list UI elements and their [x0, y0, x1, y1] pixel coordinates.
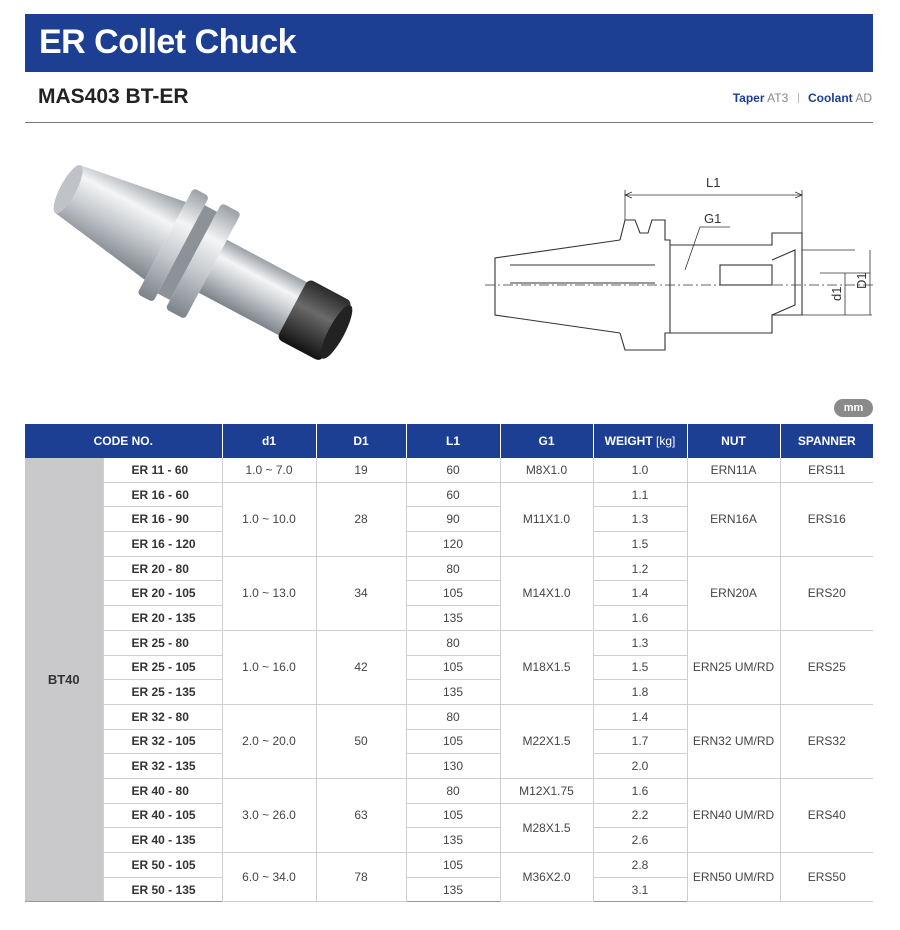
table-row: [25, 853, 873, 878]
weight-cell: 1.4: [593, 704, 687, 729]
code-cell: ER 20 - 135: [103, 606, 222, 631]
L1-cell: 80: [406, 704, 500, 729]
code-cell: ER 16 - 90: [103, 507, 222, 532]
d1-cell: 1.0 ~ 13.0: [222, 556, 316, 630]
col-header-L1: L1: [406, 424, 500, 458]
weight-cell: 2.0: [593, 754, 687, 779]
table-row: [25, 704, 873, 729]
product-subtitle: MAS403 BT-ER: [38, 85, 189, 108]
col-header-nut: NUT: [687, 424, 780, 458]
nut-cell: ERN40 UM/RD: [687, 778, 780, 852]
col-header-code: CODE NO.: [25, 424, 222, 458]
d1-cell: 1.0 ~ 16.0: [222, 630, 316, 704]
code-cell: ER 50 - 105: [103, 853, 222, 878]
L1-cell: 105: [406, 581, 500, 606]
nut-cell: ERN50 UM/RD: [687, 853, 780, 902]
coolant-label: Coolant: [807, 91, 853, 105]
code-cell: ER 25 - 80: [103, 630, 222, 655]
L1-cell: 80: [406, 556, 500, 581]
coolant-value: AD: [855, 91, 872, 105]
L1-cell: 105: [406, 729, 500, 754]
code-cell: ER 20 - 80: [103, 556, 222, 581]
G1-cell: M18X1.5: [500, 630, 593, 704]
L1-cell: 135: [406, 877, 500, 902]
D1-cell: 78: [316, 853, 406, 902]
weight-cell: 1.6: [593, 778, 687, 803]
weight-cell: 1.3: [593, 630, 687, 655]
G1-cell: M36X2.0: [500, 853, 593, 902]
weight-cell: 1.0: [593, 458, 687, 482]
nut-cell: ERN11A: [687, 458, 780, 482]
unit-badge: mm: [834, 399, 873, 417]
L1-cell: 130: [406, 754, 500, 779]
header-rule: [25, 122, 873, 123]
code-cell: ER 32 - 135: [103, 754, 222, 779]
D1-cell: 42: [316, 630, 406, 704]
table-row: [25, 458, 873, 482]
L1-cell: 90: [406, 507, 500, 532]
weight-cell: 3.1: [593, 877, 687, 902]
D1-label: D1: [854, 272, 869, 289]
code-cell: ER 16 - 120: [103, 532, 222, 557]
title-banner: [25, 14, 873, 72]
weight-cell: 1.6: [593, 606, 687, 631]
table-row: [25, 482, 873, 507]
G1-cell: M28X1.5: [500, 803, 593, 852]
spec-meta: [733, 91, 872, 105]
product-photo: [40, 140, 370, 385]
L1-cell: 135: [406, 828, 500, 853]
G1-cell: M22X1.5: [500, 704, 593, 778]
L1-cell: 105: [406, 803, 500, 828]
code-cell: ER 40 - 105: [103, 803, 222, 828]
taper-value: AT3: [767, 91, 789, 105]
weight-cell: 1.1: [593, 482, 687, 507]
G1-cell: M12X1.75: [500, 778, 593, 803]
spec-table: [25, 424, 873, 902]
code-cell: ER 25 - 105: [103, 655, 222, 680]
weight-cell: 2.8: [593, 853, 687, 878]
weight-cell: 2.2: [593, 803, 687, 828]
spanner-cell: ERS25: [780, 630, 873, 704]
code-cell: ER 40 - 135: [103, 828, 222, 853]
code-cell: ER 25 - 135: [103, 680, 222, 705]
spanner-cell: ERS16: [780, 482, 873, 556]
D1-cell: 50: [316, 704, 406, 778]
nut-cell: ERN16A: [687, 482, 780, 556]
L1-cell: 135: [406, 680, 500, 705]
weight-header-text: WEIGHT: [604, 434, 653, 448]
technical-drawing: [480, 165, 880, 360]
d1-cell: 3.0 ~ 26.0: [222, 778, 316, 852]
D1-cell: 34: [316, 556, 406, 630]
L1-cell: 120: [406, 532, 500, 557]
g1-label: G1: [704, 211, 722, 226]
L1-cell: 105: [406, 853, 500, 878]
table-row: [25, 556, 873, 581]
D1-cell: 28: [316, 482, 406, 556]
spanner-cell: ERS20: [780, 556, 873, 630]
spanner-cell: ERS11: [780, 458, 873, 482]
L1-cell: 60: [406, 482, 500, 507]
d1-cell: 2.0 ~ 20.0: [222, 704, 316, 778]
weight-cell: 1.4: [593, 581, 687, 606]
code-cell: ER 11 - 60: [103, 458, 222, 482]
table-row: [25, 778, 873, 803]
weight-cell: 1.2: [593, 556, 687, 581]
L1-cell: 105: [406, 655, 500, 680]
code-cell: ER 16 - 60: [103, 482, 222, 507]
d1-cell: 1.0 ~ 10.0: [222, 482, 316, 556]
page-title: ER Collet Chuck: [39, 23, 296, 61]
weight-cell: 1.5: [593, 655, 687, 680]
L1-cell: 60: [406, 458, 500, 482]
col-header-weight: [593, 424, 687, 458]
group-cell: BT40: [25, 458, 103, 902]
G1-cell: M8X1.0: [500, 458, 593, 482]
G1-cell: M14X1.0: [500, 556, 593, 630]
nut-cell: ERN20A: [687, 556, 780, 630]
weight-unit: [kg]: [656, 434, 676, 448]
d1-cell: 1.0 ~ 7.0: [222, 458, 316, 482]
code-cell: ER 32 - 105: [103, 729, 222, 754]
l1-label: L1: [706, 175, 721, 190]
table-row: [25, 630, 873, 655]
col-header-G1: G1: [500, 424, 593, 458]
L1-cell: 80: [406, 630, 500, 655]
col-header-D1: D1: [316, 424, 406, 458]
L1-cell: 135: [406, 606, 500, 631]
weight-cell: 2.6: [593, 828, 687, 853]
nut-cell: ERN32 UM/RD: [687, 704, 780, 778]
L1-cell: 80: [406, 778, 500, 803]
spanner-cell: ERS50: [780, 853, 873, 902]
nut-cell: ERN25 UM/RD: [687, 630, 780, 704]
meta-divider: [798, 93, 799, 103]
code-cell: ER 50 - 135: [103, 877, 222, 902]
col-header-d1: d1: [222, 424, 316, 458]
table-header-row: [25, 424, 873, 458]
weight-cell: 1.5: [593, 532, 687, 557]
weight-cell: 1.3: [593, 507, 687, 532]
d1-label: d1: [829, 286, 844, 301]
d1-cell: 6.0 ~ 34.0: [222, 853, 316, 902]
code-cell: ER 20 - 105: [103, 581, 222, 606]
weight-cell: 1.8: [593, 680, 687, 705]
code-cell: ER 32 - 80: [103, 704, 222, 729]
spanner-cell: ERS40: [780, 778, 873, 852]
code-cell: ER 40 - 80: [103, 778, 222, 803]
D1-cell: 63: [316, 778, 406, 852]
taper-label: Taper: [732, 91, 765, 105]
weight-cell: 1.7: [593, 729, 687, 754]
col-header-spanner: SPANNER: [780, 424, 873, 458]
spanner-cell: ERS32: [780, 704, 873, 778]
G1-cell: M11X1.0: [500, 482, 593, 556]
D1-cell: 19: [316, 458, 406, 482]
